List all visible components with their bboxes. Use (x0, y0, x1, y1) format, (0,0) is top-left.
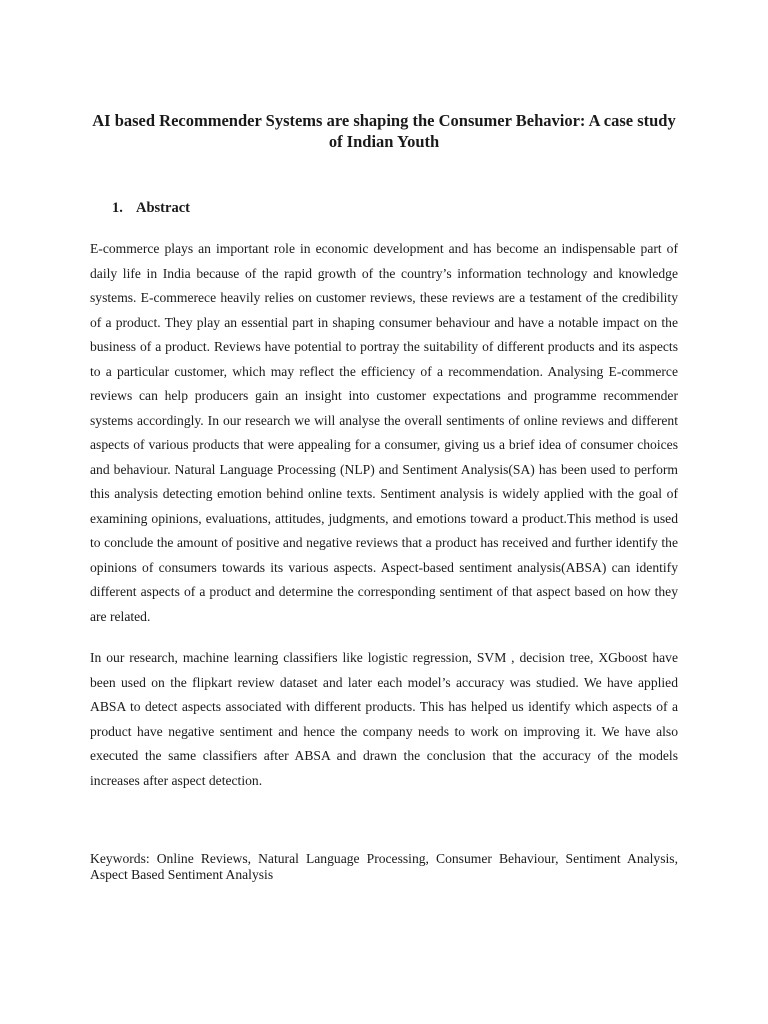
section-number: 1. (112, 200, 123, 216)
paper-title: AI based Recommender Systems are shaping the Consumer Behavior: A case study of Indian Youth (92, 111, 676, 151)
section-heading-label: Abstract (136, 200, 190, 216)
keywords-line: Keywords: Online Reviews, Natural Language Processing, Consumer Behaviour, Sentiment Analysis, Aspect Based Sentiment Analysis (90, 851, 678, 882)
section-heading (112, 199, 190, 217)
abstract-paragraph-2: In our research, machine learning classifiers like logistic regression, SVM , decision tree, XGboost have been used on the flipkart review dataset and later each model’s accuracy was studied. We have applied ABSA to detect aspects associated with different products. This has helped us identify which aspects of a product have negative sentiment and hence the company needs to work on improving it. We have also executed the same classifiers after ABSA and drawn the conclusion that the accuracy of the models increases after aspect detection. (90, 650, 678, 788)
abstract-paragraph-1: E-commerce plays an important role in economic development and has become an indispensable part of daily life in India because of the rapid growth of the country’s information technology and knowledge systems. E-commerece heavily relies on customer reviews, these reviews are a testament of the credibility of a product. They play an essential part in shaping consumer behaviour and have a notable impact on the business of a product. Reviews have potential to portray the suitability of different products and its aspects to a particular customer, which may reflect the efficiency of a recommendation. Analysing E-commerce reviews can help producers gain an insight into customer expectations and programme recommender systems accordingly. In our research we will analyse the overall sentiments of online reviews and different aspects of various products that were appealing for a consumer, giving us a brief idea of consumer choices and behaviour. Natural Language Processing (NLP) and Sentiment Analysis(SA) has been used to perform this analysis detecting emotion behind online texts. Sentiment analysis is widely applied with the goal of examining opinions, evaluations, attitudes, judgments, and emotions toward a product.This method is used to conclude the amount of positive and negative reviews that a product has received and further identify the opinions of consumers towards its various aspects. Aspect-based sentiment analysis(ABSA) can identify different aspects of a product and determine the corresponding sentiment of that aspect based on how they are related. (90, 241, 678, 624)
